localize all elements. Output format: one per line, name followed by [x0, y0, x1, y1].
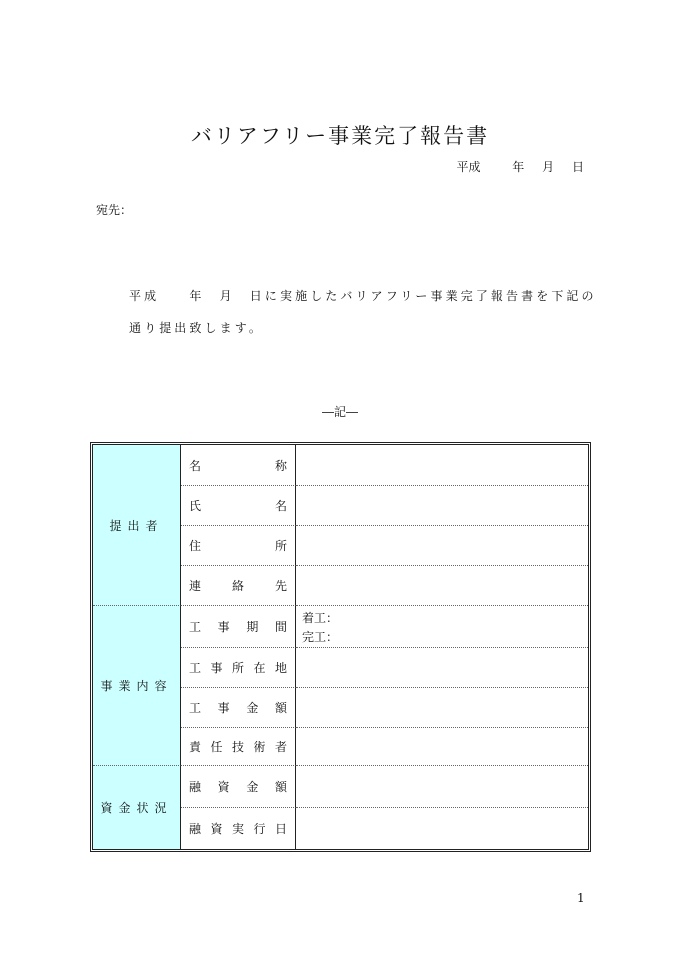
row-label-full-name [181, 485, 296, 525]
row-label-char: 期 [246, 620, 259, 634]
row-value-construction-period[interactable] [296, 605, 588, 647]
date-month: 月 [542, 160, 555, 174]
document-title: バリアフリー事業完了報告書 [190, 124, 490, 148]
row-label-char: 先 [274, 579, 287, 593]
row-value-text: 完工： [302, 630, 339, 644]
row-value-construction-amount[interactable] [296, 687, 588, 727]
row-label-char: 連 [189, 579, 202, 593]
row-label-char: 行 [253, 822, 266, 836]
row-label-construction-amount [181, 687, 296, 727]
row-value-full-name[interactable] [296, 485, 588, 525]
row-label-char: 名 [189, 458, 202, 473]
row-value-name[interactable] [296, 445, 588, 485]
row-label-char: 称 [274, 458, 287, 473]
row-value-construction-site[interactable] [296, 647, 588, 687]
row-label-char: 実 [231, 822, 244, 836]
body-text-line-1: 平成 年 月 日に実施したバリアフリー事業完了報告書を下記の [129, 289, 597, 303]
row-label-char: 間 [274, 620, 287, 634]
category-submitter: 提出者 [93, 445, 181, 605]
row-label-char: 絡 [231, 579, 244, 593]
row-label-char: 技 [231, 740, 244, 754]
row-value-address[interactable] [296, 525, 588, 565]
row-label-char: 住 [189, 539, 202, 553]
row-label-name [181, 445, 296, 485]
row-label-char: 在 [253, 661, 266, 675]
row-label-char: 工 [189, 661, 202, 675]
row-value-text: 着工： [302, 611, 339, 625]
row-label-char: 融 [189, 822, 202, 836]
row-label-loan-date [181, 807, 296, 849]
row-label-construction-site [181, 647, 296, 687]
row-label-char: 事 [217, 620, 230, 634]
row-label-loan-amount [181, 765, 296, 807]
row-label-char: 名 [274, 499, 287, 513]
row-label-char: 金 [246, 780, 259, 794]
category-project-content: 事業内容 [93, 605, 181, 765]
row-value-loan-date[interactable] [296, 807, 588, 849]
row-label-char: 資 [217, 780, 230, 794]
row-label-char: 事 [210, 661, 223, 675]
row-label-char: 資 [210, 822, 223, 836]
row-label-char: 者 [274, 740, 287, 754]
row-label-contact [181, 565, 296, 605]
row-label-char: 術 [253, 740, 266, 754]
row-label-char: 事 [217, 701, 230, 715]
ki-heading: ―記― [321, 405, 358, 419]
row-label-char: 所 [274, 539, 287, 553]
row-label-address [181, 525, 296, 565]
row-label-char: 工 [189, 701, 202, 715]
date-era: 平成 [456, 160, 481, 174]
date-line [456, 158, 584, 175]
category-funding-status: 資金状況 [93, 765, 181, 849]
row-label-char: 氏 [189, 499, 202, 513]
date-year: 年 [512, 160, 525, 174]
row-label-char: 金 [246, 701, 259, 715]
date-day: 日 [571, 160, 584, 174]
row-label-char: 額 [274, 701, 287, 715]
addressee-label: 宛先： [96, 203, 133, 217]
row-label-chief-engineer [181, 727, 296, 765]
body-text-line-2: 通り提出致します。 [129, 321, 264, 335]
row-label-char: 責 [189, 740, 202, 754]
row-value-loan-amount[interactable] [296, 765, 588, 807]
page-number: 1 [577, 891, 585, 905]
row-label-char: 工 [189, 620, 202, 634]
row-label-char: 所 [231, 661, 244, 675]
row-label-char: 額 [274, 780, 287, 794]
row-label-char: 融 [189, 780, 202, 794]
row-label-char: 地 [274, 661, 287, 675]
report-table [90, 442, 591, 852]
row-label-char: 任 [210, 740, 223, 754]
row-label-char: 日 [274, 822, 287, 836]
row-label-construction-period [181, 605, 296, 647]
row-value-chief-engineer[interactable] [296, 727, 588, 765]
row-value-contact[interactable] [296, 565, 588, 605]
